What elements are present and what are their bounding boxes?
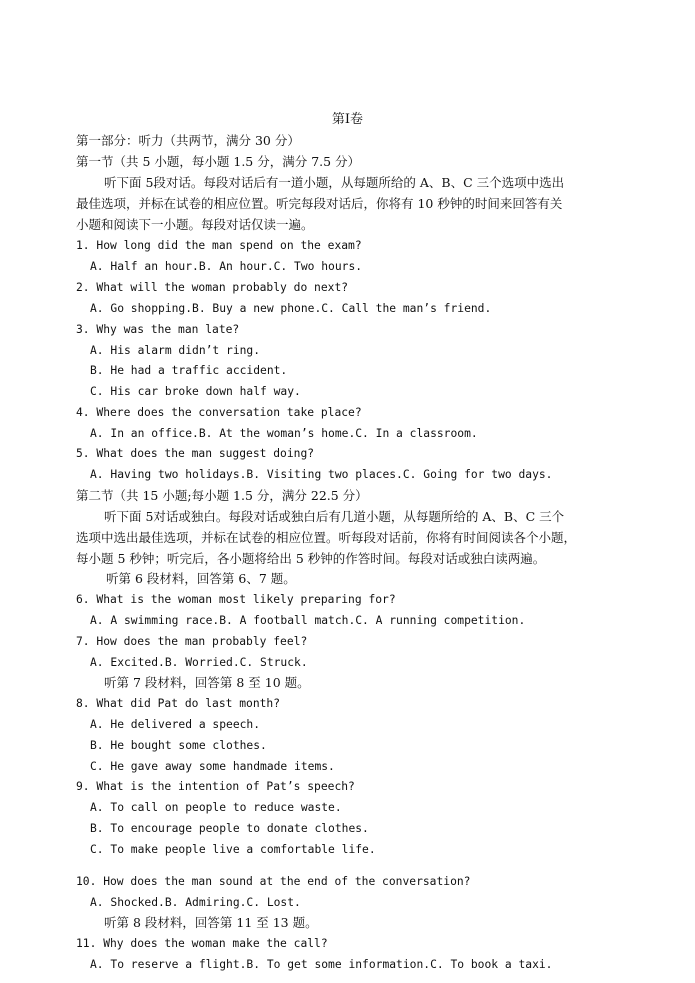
question-1: 1. How long did the man spend on the exam?: [76, 239, 362, 252]
volume-title: 第Ⅰ卷: [331, 112, 364, 127]
option-3b: B. He had a traffic accident.: [90, 364, 288, 377]
options-5: A. Having two holidays.B. Visiting two places.C. Going for two days.: [90, 468, 553, 481]
question-4: 4. Where does the conversation take place?: [76, 406, 362, 419]
material-note-8: 听第 8 段材料，回答第 11 至 13 题。: [104, 915, 318, 930]
question-2: 2. What will the woman probably do next?: [76, 281, 349, 294]
option-3a: A. His alarm didn’t ring.: [90, 344, 261, 357]
section2-instruction-line: 每小题 5 秒钟；听完后，各小题将给出 5 秒钟的作答时间。每段对话或独白读两遍。: [76, 551, 546, 566]
question-6: 6. What is the woman most likely preparing for?: [76, 593, 396, 606]
option-8b: B. He bought some clothes.: [90, 739, 267, 752]
options-7: A. Excited.B. Worried.C. Struck.: [90, 656, 308, 669]
option-8a: A. He delivered a speech.: [90, 718, 261, 731]
section1-instruction-line: 最佳选项，并标在试卷的相应位置。听完每段对话后，你将有 10 秒钟的时间来回答有关: [76, 196, 563, 211]
question-10: 10. How does the man sound at the end of the conversation?: [76, 875, 471, 888]
options-10: A. Shocked.B. Admiring.C. Lost.: [90, 896, 301, 909]
options-6: A. A swimming race.B. A football match.C. A running competition.: [90, 614, 526, 627]
question-11: 11. Why does the woman make the call?: [76, 937, 328, 950]
options-4: A. In an office.B. At the woman’s home.C. In a classroom.: [90, 427, 478, 440]
option-9a: A. To call on people to reduce waste.: [90, 801, 342, 814]
section1-instruction-line: 小题和阅读下一小题。每段对话仅读一遍。: [76, 217, 314, 232]
section2-instruction-line: 听下面 5对话或独白。每段对话或独白后有几道小题，从每题所给的 A、B、C 三个: [104, 509, 565, 524]
section2-heading: 第二节（共 15 小题;每小题 1.5 分，满分 22.5 分）: [76, 488, 368, 503]
section2-instruction-line: 选项中选出最佳选项，并标在试卷的相应位置。听每段对话前，你将有时间阅读各个小题，: [76, 530, 577, 545]
material-note-7: 听第 7 段材料，回答第 8 至 10 题。: [104, 675, 310, 690]
question-9: 9. What is the intention of Pat’s speech?: [76, 780, 355, 793]
question-7: 7. How does the man probably feel?: [76, 635, 308, 648]
option-9b: B. To encourage people to donate clothes.: [90, 822, 369, 835]
question-3: 3. Why was the man late?: [76, 323, 240, 336]
options-1: A. Half an hour.B. An hour.C. Two hours.: [90, 260, 363, 273]
option-3c: C. His car broke down half way.: [90, 385, 301, 398]
option-8c: C. He gave away some handmade items.: [90, 760, 335, 773]
option-9c: C. To make people live a comfortable life.: [90, 843, 376, 856]
section1-instruction-line: 听下面 5段对话。每段对话后有一道小题，从每题所给的 A、B、C 三个选项中选出: [104, 175, 565, 190]
material-note-6: 听第 6 段材料，回答第 6、7 题。: [106, 571, 296, 586]
options-11: A. To reserve a flight.B. To get some information.C. To book a taxi.: [90, 958, 553, 971]
options-2: A. Go shopping.B. Buy a new phone.C. Call the man’s friend.: [90, 302, 492, 315]
part-heading: 第一部分：听力（共两节，满分 30 分）: [76, 133, 300, 148]
question-8: 8. What did Pat do last month?: [76, 697, 281, 710]
question-5: 5. What does the man suggest doing?: [76, 447, 315, 460]
section1-heading: 第一节（共 5 小题，每小题 1.5 分，满分 7.5 分）: [76, 154, 361, 169]
